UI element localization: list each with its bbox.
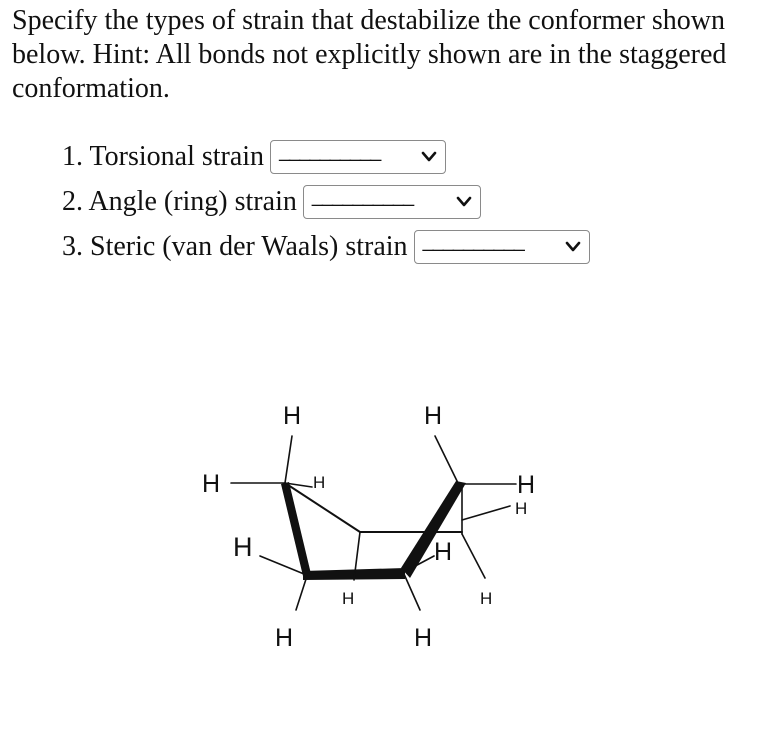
bond (462, 506, 510, 520)
atom-h-lower-right: H (480, 589, 493, 608)
chevron-down-icon (565, 240, 581, 254)
select-value: __________ (279, 140, 381, 162)
bond (285, 436, 292, 483)
torsional-strain-select[interactable] (270, 140, 446, 174)
atom-h-top-left: H (283, 402, 302, 430)
select-value: __________ (311, 185, 414, 207)
substituent-bonds (231, 436, 516, 610)
atom-h-mid-right: H (434, 538, 453, 566)
bond (404, 574, 420, 610)
strain-item-torsional (62, 138, 446, 176)
atom-h-lower-center: H (342, 589, 355, 608)
cyclohexane-boat-diagram (190, 395, 570, 665)
item-label: 1. Torsional strain (62, 141, 265, 172)
chevron-down-icon (456, 195, 472, 209)
bond (462, 534, 485, 578)
atom-h-top-right: H (424, 402, 443, 430)
item-label: 2. Angle (ring) strain (62, 186, 297, 217)
strain-item-angle (62, 183, 481, 221)
atom-h-inner-left: H (313, 473, 326, 492)
bond (260, 556, 304, 574)
angle-strain-select[interactable] (303, 185, 481, 219)
item-label: 3. Steric (van der Waals) strain (62, 231, 408, 262)
atom-h-bottom-right: H (414, 624, 433, 652)
atom-h-right-upper: H (517, 471, 536, 499)
atom-h-bottom-left: H (275, 624, 294, 652)
atom-h-right-small: H (515, 499, 528, 518)
steric-strain-select[interactable] (414, 230, 590, 264)
atom-h-mid-left: H (233, 532, 253, 562)
chevron-down-icon (421, 150, 437, 164)
question-text: Specify the types of strain that destabilize the conformer shown below. Hint: All bonds not explicitly shown are in the staggered conformation. (12, 5, 727, 104)
bond (435, 436, 458, 483)
bond (296, 576, 307, 610)
atom-h-left: H (202, 470, 221, 498)
strain-item-steric (62, 228, 590, 266)
select-value: __________ (422, 230, 524, 252)
